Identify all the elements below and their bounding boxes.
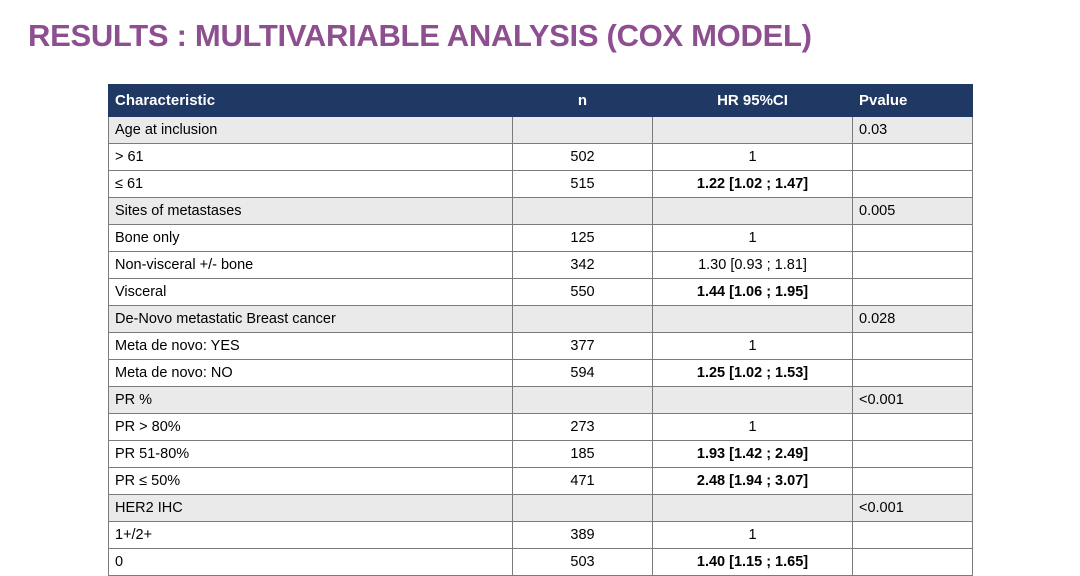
cell-characteristic: Meta de novo: NO bbox=[109, 360, 513, 387]
cell-pvalue bbox=[853, 441, 973, 468]
cell-n: 273 bbox=[513, 414, 653, 441]
cell-hazard-ratio: 1 bbox=[653, 144, 853, 171]
cell-pvalue bbox=[853, 522, 973, 549]
table-row bbox=[109, 387, 973, 414]
cell-n: 377 bbox=[513, 333, 653, 360]
cell-characteristic: HER2 IHC bbox=[109, 495, 513, 522]
table-row bbox=[109, 333, 973, 360]
cell-n: 125 bbox=[513, 225, 653, 252]
cell-hazard-ratio bbox=[653, 198, 853, 225]
cell-pvalue: <0.001 bbox=[853, 495, 973, 522]
cell-n: 471 bbox=[513, 468, 653, 495]
table-row bbox=[109, 360, 973, 387]
results-table bbox=[108, 84, 973, 576]
cell-n bbox=[513, 198, 653, 225]
cell-characteristic: De-Novo metastatic Breast cancer bbox=[109, 306, 513, 333]
cell-hazard-ratio: 1 bbox=[653, 225, 853, 252]
table-body bbox=[109, 117, 973, 576]
column-header-characteristic: Characteristic bbox=[109, 85, 513, 117]
cell-n: 342 bbox=[513, 252, 653, 279]
cell-hazard-ratio: 1 bbox=[653, 414, 853, 441]
cell-hazard-ratio: 2.48 [1.94 ; 3.07] bbox=[653, 468, 853, 495]
table-row bbox=[109, 144, 973, 171]
table-row bbox=[109, 414, 973, 441]
table-header-row bbox=[109, 85, 973, 117]
table-row bbox=[109, 171, 973, 198]
cell-characteristic: Non-visceral +/- bone bbox=[109, 252, 513, 279]
cell-hazard-ratio: 1.25 [1.02 ; 1.53] bbox=[653, 360, 853, 387]
cell-pvalue bbox=[853, 171, 973, 198]
table-header bbox=[109, 85, 973, 117]
cell-hazard-ratio: 1 bbox=[653, 522, 853, 549]
cell-pvalue bbox=[853, 252, 973, 279]
results-table-container bbox=[108, 84, 972, 576]
page-title: RESULTS : MULTIVARIABLE ANALYSIS (COX MODEL) bbox=[28, 18, 812, 53]
cell-hazard-ratio: 1 bbox=[653, 333, 853, 360]
table-row bbox=[109, 549, 973, 576]
cell-hazard-ratio: 1.44 [1.06 ; 1.95] bbox=[653, 279, 853, 306]
cell-n bbox=[513, 117, 653, 144]
cell-characteristic: PR > 80% bbox=[109, 414, 513, 441]
cell-characteristic: > 61 bbox=[109, 144, 513, 171]
cell-pvalue bbox=[853, 225, 973, 252]
column-header-hr: HR 95%CI bbox=[653, 85, 853, 117]
cell-n bbox=[513, 495, 653, 522]
cell-pvalue: 0.028 bbox=[853, 306, 973, 333]
cell-pvalue: 0.03 bbox=[853, 117, 973, 144]
table-row bbox=[109, 495, 973, 522]
cell-hazard-ratio bbox=[653, 495, 853, 522]
cell-characteristic: Visceral bbox=[109, 279, 513, 306]
table-row bbox=[109, 252, 973, 279]
table-row bbox=[109, 198, 973, 225]
cell-n: 515 bbox=[513, 171, 653, 198]
table-row bbox=[109, 225, 973, 252]
cell-hazard-ratio: 1.40 [1.15 ; 1.65] bbox=[653, 549, 853, 576]
table-row bbox=[109, 306, 973, 333]
cell-pvalue bbox=[853, 468, 973, 495]
cell-characteristic: PR ≤ 50% bbox=[109, 468, 513, 495]
cell-characteristic: Meta de novo: YES bbox=[109, 333, 513, 360]
cell-pvalue bbox=[853, 279, 973, 306]
cell-hazard-ratio: 1.22 [1.02 ; 1.47] bbox=[653, 171, 853, 198]
cell-hazard-ratio bbox=[653, 306, 853, 333]
cell-n: 502 bbox=[513, 144, 653, 171]
cell-hazard-ratio: 1.93 [1.42 ; 2.49] bbox=[653, 441, 853, 468]
cell-characteristic: 1+/2+ bbox=[109, 522, 513, 549]
cell-n: 185 bbox=[513, 441, 653, 468]
cell-n bbox=[513, 387, 653, 414]
cell-pvalue bbox=[853, 360, 973, 387]
cell-characteristic: 0 bbox=[109, 549, 513, 576]
table-row bbox=[109, 279, 973, 306]
table-row bbox=[109, 522, 973, 549]
cell-hazard-ratio bbox=[653, 387, 853, 414]
column-header-n: n bbox=[513, 85, 653, 117]
table-row bbox=[109, 468, 973, 495]
cell-pvalue bbox=[853, 549, 973, 576]
cell-n: 503 bbox=[513, 549, 653, 576]
table-row bbox=[109, 441, 973, 468]
cell-pvalue: 0.005 bbox=[853, 198, 973, 225]
cell-characteristic: Age at inclusion bbox=[109, 117, 513, 144]
cell-n: 550 bbox=[513, 279, 653, 306]
cell-characteristic: Sites of metastases bbox=[109, 198, 513, 225]
cell-characteristic: PR % bbox=[109, 387, 513, 414]
cell-characteristic: Bone only bbox=[109, 225, 513, 252]
cell-characteristic: ≤ 61 bbox=[109, 171, 513, 198]
cell-n: 594 bbox=[513, 360, 653, 387]
cell-pvalue: <0.001 bbox=[853, 387, 973, 414]
table-row bbox=[109, 117, 973, 144]
cell-pvalue bbox=[853, 414, 973, 441]
cell-characteristic: PR 51-80% bbox=[109, 441, 513, 468]
cell-n bbox=[513, 306, 653, 333]
cell-n: 389 bbox=[513, 522, 653, 549]
cell-pvalue bbox=[853, 333, 973, 360]
cell-hazard-ratio: 1.30 [0.93 ; 1.81] bbox=[653, 252, 853, 279]
cell-hazard-ratio bbox=[653, 117, 853, 144]
cell-pvalue bbox=[853, 144, 973, 171]
column-header-pvalue: Pvalue bbox=[853, 85, 973, 117]
